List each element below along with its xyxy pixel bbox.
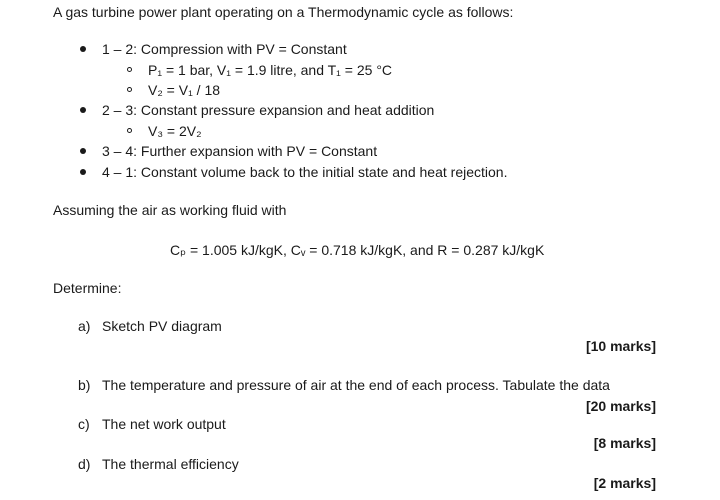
bullet-icon bbox=[80, 169, 86, 175]
sub-bullet-icon bbox=[127, 67, 132, 72]
question-c-text: The net work output bbox=[102, 416, 226, 432]
sub-bullet-icon bbox=[127, 128, 132, 133]
process-1-2-condition-2: V₂ = V₁ / 18 bbox=[148, 82, 221, 98]
process-3-4: 3 – 4: Further expansion with PV = Constant bbox=[102, 143, 378, 159]
intro-text: A gas turbine power plant operating on a Thermodynamic cycle as follows: bbox=[53, 4, 514, 20]
assumption-text: Assuming the air as working fluid with bbox=[53, 202, 287, 218]
bullet-icon bbox=[80, 107, 86, 113]
bullet-icon bbox=[80, 46, 86, 52]
process-1-2: 1 – 2: Compression with PV = Constant bbox=[102, 41, 347, 57]
question-b-text: The temperature and pressure of air at the end of each process. Tabulate the data bbox=[102, 377, 610, 393]
question-b-marks: [20 marks] bbox=[585, 398, 656, 414]
process-2-3-condition-1: V₃ = 2V₂ bbox=[148, 123, 202, 139]
question-b-label: b) bbox=[78, 377, 91, 393]
constants-text: Cₚ = 1.005 kJ/kgK, Cᵥ = 0.718 kJ/kgK, and R = 0.287 kJ/kgK bbox=[170, 242, 545, 258]
question-c-label: c) bbox=[78, 416, 90, 432]
process-1-2-condition-1: P₁ = 1 bar, V₁ = 1.9 litre, and T₁ = 25 °C bbox=[148, 62, 393, 78]
process-4-1: 4 – 1: Constant volume back to the initial state and heat rejection. bbox=[102, 164, 508, 180]
bullet-icon bbox=[80, 148, 86, 154]
question-d-text: The thermal efficiency bbox=[102, 456, 239, 472]
question-d-label: d) bbox=[78, 456, 91, 472]
question-a-label: a) bbox=[78, 318, 91, 334]
question-a-marks: [10 marks] bbox=[585, 338, 656, 354]
determine-heading: Determine: bbox=[53, 280, 122, 296]
question-a-text: Sketch PV diagram bbox=[102, 318, 222, 334]
sub-bullet-icon bbox=[127, 87, 132, 92]
process-2-3: 2 – 3: Constant pressure expansion and heat addition bbox=[102, 102, 435, 118]
question-d-marks: [2 marks] bbox=[593, 475, 656, 491]
question-c-marks: [8 marks] bbox=[593, 435, 656, 451]
